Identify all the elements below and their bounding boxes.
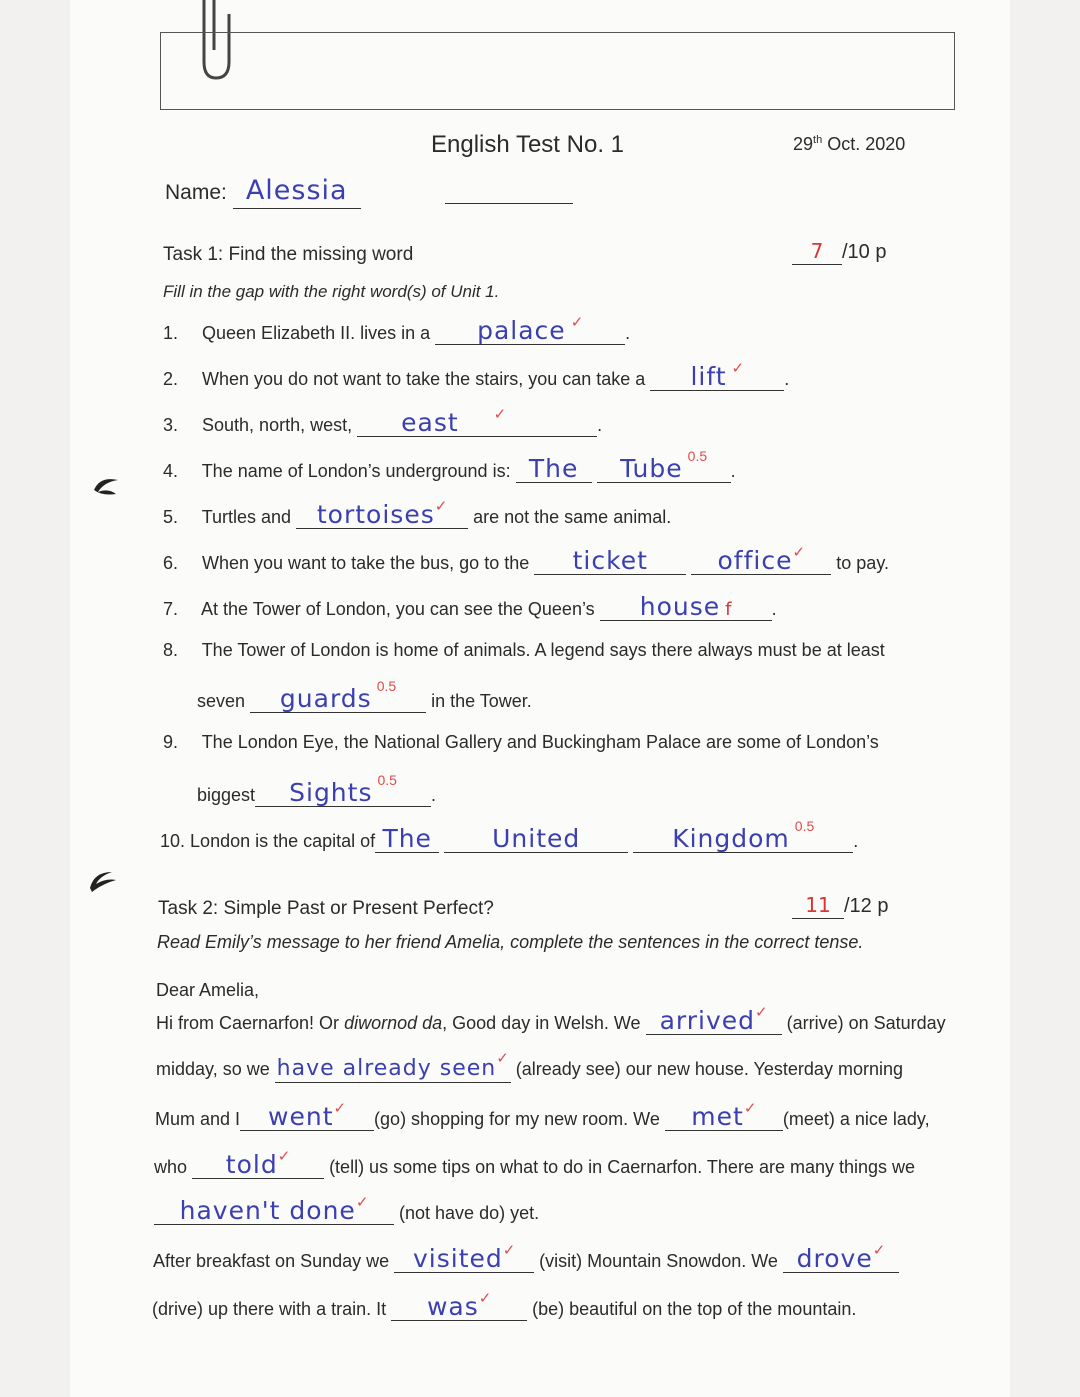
answer-value: ticket [572,546,648,575]
item-number: 3. [163,415,179,435]
answer-field[interactable] [691,544,831,575]
letter-line-4 [154,1148,916,1179]
partial-points: 0.5 [377,772,397,788]
item-end: to pay. [836,553,889,573]
date-day: 29 [793,134,814,154]
item-end: . [625,323,631,343]
task2-score-value: 11 [805,893,831,917]
task1-item-9-cont [197,772,437,807]
item-number: 10. [160,831,186,851]
letter-text: (already see) our new house. Yesterday morning [515,1059,903,1079]
task1-item-7 [163,594,777,621]
letter-text: (drive) up there with a train. It [152,1299,387,1319]
letter-line-6 [153,1242,899,1273]
answer-value: drove [796,1244,873,1273]
answer-field[interactable] [192,1148,324,1179]
name-field[interactable] [233,175,361,209]
correct-mark: ✓ [570,314,584,331]
incorrect-mark: f [725,599,732,620]
item-end: . [431,785,437,805]
name-value: Alessia [245,175,348,206]
answer-value: The [528,454,579,483]
partial-points: 0.5 [794,818,815,834]
answer-value: lift [690,362,727,391]
name-row [165,175,361,209]
item-text: South, north, west, [202,415,353,435]
letter-text: Mum and I [155,1109,241,1129]
margin-mark-icon [90,472,122,500]
answer-value: told [225,1150,278,1179]
letter-text: midday, so we [156,1059,270,1079]
letter-line-1 [156,1004,946,1035]
answer-field[interactable] [516,456,592,483]
correct-mark: ✓ [731,360,745,377]
answer-field[interactable] [597,448,731,483]
answer-value: east [401,408,459,437]
item-end: . [730,461,736,481]
correct-mark: ✓ [493,406,507,423]
task1-item-8-cont [197,678,532,713]
task2-heading: Task 2: Simple Past or Present Perfect? [158,898,494,919]
name-label: Name: [165,181,227,204]
correct-mark: ✓ [755,1004,768,1021]
task1-heading: Task 1: Find the missing word [163,244,414,265]
letter-text: (go) shopping for my new room. We [374,1109,660,1129]
correct-mark: ✓ [792,544,806,561]
margin-mark-icon [86,866,120,894]
answer-field[interactable] [600,594,772,621]
correct-mark: ✓ [743,1100,757,1117]
answer-value: Sights [289,778,373,807]
task1-item-1 [163,314,631,345]
task1-score [792,238,886,265]
task2-score-blank [792,892,844,919]
answer-value: guards [279,684,372,713]
task1-item-9 [163,732,879,753]
answer-value: have already seen [276,1056,497,1081]
letter-text: (be) beautiful on the top of the mountain. [532,1299,857,1319]
item-text: The name of London’s underground is: [201,461,511,481]
task2-instruction: Read Emily’s message to her friend Amelia, complete the sentences in the correct tense. [157,932,864,952]
task1-item-10 [160,818,859,853]
answer-value: went [268,1102,334,1131]
letter-line-3 [155,1100,930,1131]
correct-mark: ✓ [502,1242,516,1259]
item-text: The London Eye, the National Gallery and Buckingham Palace are some of London’s [201,732,879,752]
task1-score-total: /10 p [842,241,887,263]
task1-item-4 [163,448,736,483]
answer-value: The [382,824,432,853]
answer-value: met [691,1102,744,1131]
item-text: Turtles and [201,507,292,527]
task1-item-3 [163,406,603,437]
answer-field[interactable] [633,818,853,853]
task1-item-6 [163,544,889,575]
answer-field[interactable] [275,1050,511,1083]
answer-value: house [639,592,721,621]
answer-value: visited [412,1244,503,1273]
item-end: . [784,369,790,389]
task1-item-5 [163,498,672,529]
answer-field[interactable] [435,314,625,345]
task2-score-total: /12 p [844,895,889,917]
answer-field[interactable] [255,772,431,807]
answer-value: tortoises [316,500,435,529]
letter-text: Hi from Caernarfon! Or [156,1013,345,1033]
answer-value: Kingdom [672,824,790,853]
item-text: London is the capital of [190,831,376,851]
answer-field[interactable] [444,826,628,853]
answer-field[interactable] [296,498,468,529]
letter-line-5 [154,1194,540,1225]
task1-item-2 [163,360,790,391]
letter-text: , Good day in Welsh. We [442,1013,641,1033]
item-end: are not the same animal. [473,507,672,527]
answer-field[interactable] [534,548,686,575]
letter-text: (visit) Mountain Snowdon. We [539,1251,778,1271]
answer-field[interactable] [154,1194,394,1225]
name-box [160,32,955,110]
date-suffix-sup: th [813,134,823,146]
letter-line-2 [156,1050,903,1083]
answer-field[interactable] [783,1242,899,1273]
answer-field[interactable] [650,360,784,391]
partial-points: 0.5 [376,678,397,694]
answer-value: palace [477,316,566,345]
correct-mark: ✓ [333,1100,347,1117]
answer-value: Tube [620,454,683,483]
item-number: 5. [163,507,179,527]
item-number: 4. [163,461,179,481]
task1-score-blank [792,238,842,265]
correct-mark: ✓ [277,1148,291,1165]
item-end: . [771,599,777,619]
answer-value: haven't done [179,1196,356,1225]
item-text: When you do not want to take the stairs, you can take a [202,369,646,389]
correct-mark: ✓ [872,1242,886,1259]
answer-field[interactable] [250,678,426,713]
item-text: seven [197,691,246,711]
letter-greeting: Dear Amelia, [156,980,260,1000]
item-text: Queen Elizabeth II. lives in a [202,323,431,343]
letter-text: (arrive) on Saturday [786,1013,946,1033]
letter-text: After breakfast on Sunday we [153,1251,390,1271]
letter-text: who [154,1157,188,1177]
item-text: The Tower of London is home of animals. A legend says there always must be at least [201,640,885,660]
letter-line-7 [152,1290,857,1321]
welsh-phrase: diwornod da [344,1013,443,1033]
item-number: 6. [163,553,179,573]
correct-mark: ✓ [434,498,448,515]
correct-mark: ✓ [355,1194,369,1211]
letter-text: (not have do) yet. [399,1203,540,1223]
answer-field[interactable] [665,1100,783,1131]
item-text: When you want to take the bus, go to the [202,553,530,573]
correct-mark: ✓ [496,1050,509,1067]
answer-field[interactable] [646,1004,782,1035]
item-text: At the Tower of London, you can see the Queen’s [201,599,595,619]
item-number: 9. [163,732,179,752]
date-rest: Oct. 2020 [822,134,906,154]
answer-value: arrived [659,1006,756,1035]
task1-score-value: 7 [810,239,824,263]
answer-field[interactable] [357,406,597,437]
item-end: . [597,415,603,435]
task2-score [792,892,888,919]
answer-value: office [717,546,793,575]
item-number: 7. [163,599,179,619]
test-title: English Test No. 1 [431,131,624,158]
item-end: in the Tower. [431,691,532,711]
test-date [793,134,905,155]
answer-field[interactable] [375,826,439,853]
answer-field[interactable] [394,1242,534,1273]
answer-value: was [426,1292,479,1321]
item-number: 1. [163,323,179,343]
item-end: . [853,831,859,851]
partial-points: 0.5 [687,448,708,464]
item-text: biggest [197,785,256,805]
name-extra-line [445,203,573,204]
task1-item-8 [163,640,885,661]
letter-text: (meet) a nice lady, [782,1109,930,1129]
answer-field[interactable] [240,1100,374,1131]
correct-mark: ✓ [478,1290,492,1307]
answer-value: United [492,824,581,853]
letter-text: (tell) us some tips on what to do in Caernarfon. There are many things we [329,1157,916,1177]
answer-field[interactable] [391,1290,527,1321]
task1-instruction: Fill in the gap with the right word(s) of Unit 1. [163,282,500,301]
item-number: 8. [163,640,179,660]
item-number: 2. [163,369,179,389]
